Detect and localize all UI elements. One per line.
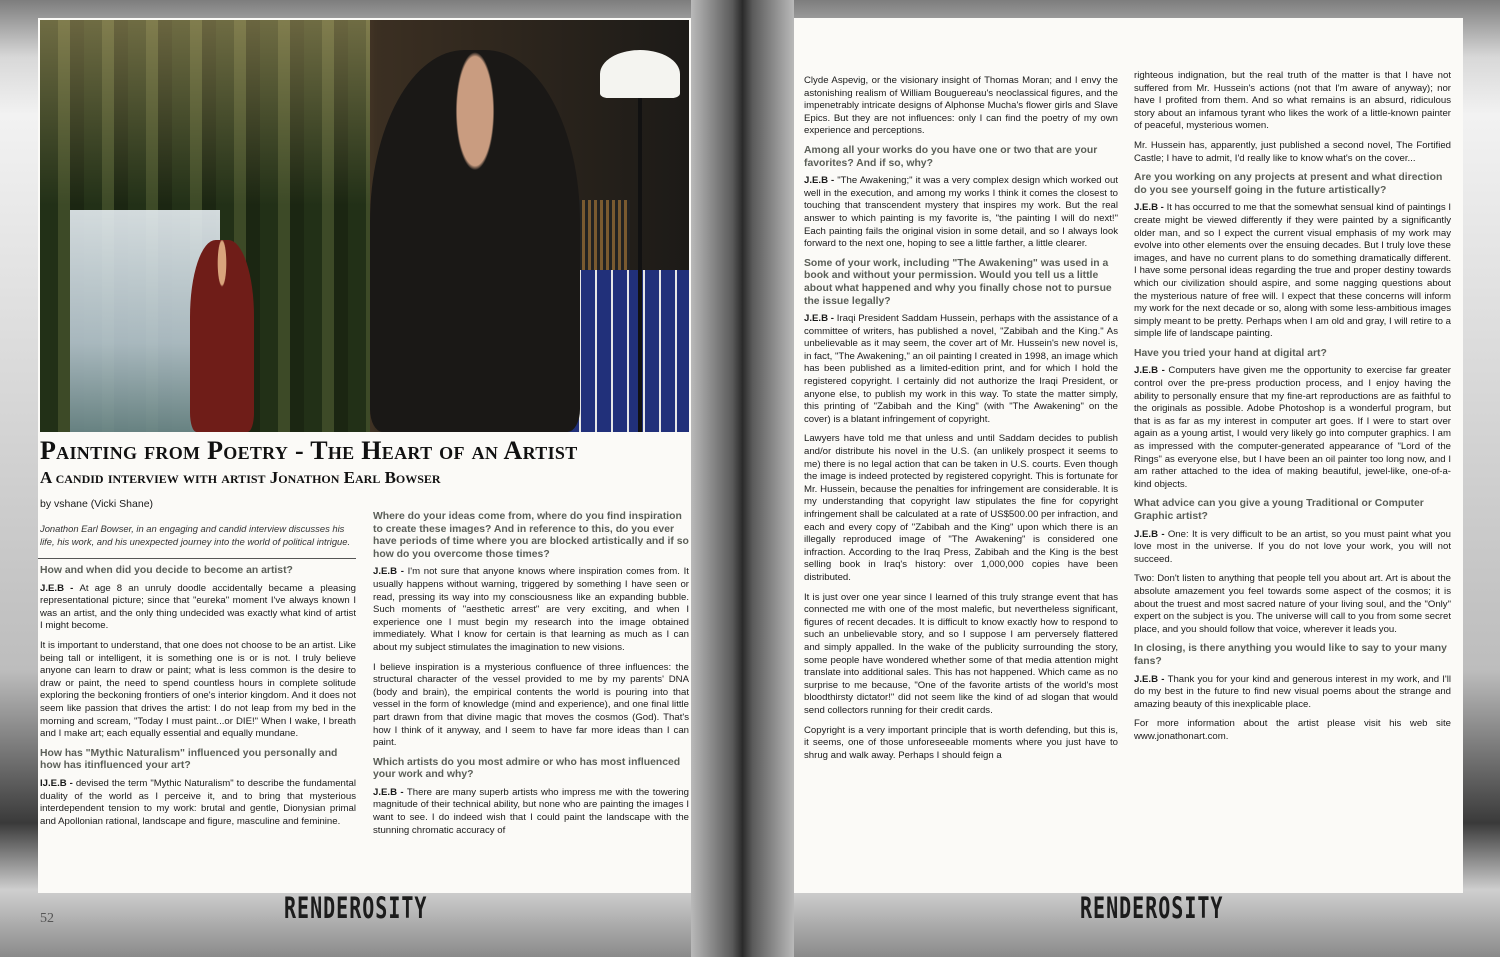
question: Have you tried your hand at digital art? [1134,347,1327,359]
answer [40,583,356,633]
answer [373,787,689,837]
paragraph: Two: Don't listen to anything that people tell you about art. Art is about the absolute amazement you feel towards some aspect of the cosmos; it is about the truest and most sacred nature of your living soul, and the "Only" expert on the subject is you. The universe will call to you from some secret place, and you should follow that voice, wherever it leads you. [1134,573,1451,635]
answer-text: One: It is very difficult to be an artist, so you must paint what you love most in the universe. If you do not love your work, you will not succeed. [1134,528,1451,565]
byline: by vshane (Vicki Shane) [40,498,154,510]
column-left-1 [40,565,356,835]
article-title: Painting from Poetry - The Heart of an Artist [40,436,578,465]
speaker-label: J.E.B - [373,566,408,578]
answer-text: Computers have given me the opportunity to exercise far greater control over the pre-press production process, and I enjoy having the ability to personally ensure that my fine-art reproductions are as faithful to the originals as possible. Adobe Photoshop is a wonderful program, but that is as far as my interest in computer art goes. If I were to start over again as a young artist, I would very likely go into computer graphics. I am as impressed with the computer-generated appearance of "Lord of the Rings" as everyone else, but I have been an oil painter too long now, and I am rather attached to the idea of making beautiful, jewel-like, one-of-a-kind objects. [1134,365,1451,490]
paragraph: It is just over one year since I learned of this truly strange event that has connected me with one of the most malefic, but nevertheless significant, figures of recent decades. It is difficult to know exactly how to respond to such an unbelievable story, and so I suppose I am perversely flattered and simply appalled. In the wake of the publicity surrounding the story, some people have wondered whether some of that media attention might translate into additional sales. This has not happened. Which came as no surprise to me because, "One of the favorite artists of the world's most bloodthirsty dictator!" did not seem like the kind of ad slogan that would send collectors running for their credit cards. [804,591,1118,716]
answer [1134,202,1451,341]
paragraph: I believe inspiration is a mysterious confluence of three influences: the structural character of the vessel provided to me by my parents' DNA (body and brain), the empirical contents the world is pouring into that vessel in the form of knowledge (mind and experience), and one final little part drawn from that divine magic that moves the cosmos (God). That's how I think of it anyway, and I seem to have far more ideas than I can paint. [373,661,689,749]
column-left-2 [373,511,689,844]
answer-text: I'm not sure that anyone knows where inspiration comes from. It usually happens without warning, triggered by something I have seen or read, pressing its way into my consciousness like an expanding bubble. Such moments of "aesthetic arrest" are very exciting, and when I experience one I must begin my research into the image obtained immediately. What I know for certain is that learning as much as I can about my subject stimulates the imagination to new visions. [373,566,689,653]
speaker-label: J.E.B - [1134,528,1168,540]
question: Among all your works do you have one or two that are your favorites? And if so, why? [804,144,1098,169]
speaker-label: J.E.B - [1134,365,1169,377]
answer [804,175,1118,251]
painting-figure [190,240,254,432]
question: How and when did you decide to become an artist? [40,565,293,576]
speaker-label: J.E.B - [1134,202,1167,214]
paragraph: It is important to understand, that one does not choose to be an artist. Like being tall or intelligent, it is something one is or is not. I truly believe anyone can learn to draw or paint; what is less common is the desire to draw or paint, the need to spend countless hours in complete solitude exploring the beckoning frontiers of one's interior kingdom. And it does not seem like passion that drives the artist: I do not leap from my bed in the morning and scream, "Today I must paint...or DIE!" When I wake, I breath and I make art; each equally essential and equally mundane. [40,639,356,740]
answer-text: "The Awakening;" it was a very complex design which worked out well in the execution, and among my works I think it comes the closest to touching that transcendent mystery that inspires my work. But the real answer to which painting is my favorite is, "the painting I will do next!" Each painting fails the original vision in some detail, and so I always look forward to the next one, hoping to see a little farther, a little clearer. [804,175,1118,250]
renderosity-logo-right: RENDEROSITY [1080,890,1224,926]
deck-rule [38,558,356,559]
question: How has "Mythic Naturalism" influenced you personally and how has itinfluenced your art? [40,747,338,772]
artist-photo [40,20,689,432]
answer [804,313,1118,426]
paragraph: Lawyers have told me that unless and until Saddam decides to publish and/or distribute his novel in the U.S. (an unlikely prospect it seems to me) there is no legal action that can be taken in U.S. courts. Even though the image is indeed protected by registered copyright. This is fortunate for Mr. Hussein, because the penalties for infringement are considerable. It is my understanding that copyright law stipulates the fine for copyright infringement shall be calculated at a rate of US$500.00 per infraction, and each and every copy of "Zabibah and the King" upon which there is an illegally reproduced image of "The Awakening" is considered one infraction. According to the Iraq Press, Zabibah and the King is the best selling book in Iraq's history: over 1,000,000 copies have been distributed. [804,433,1118,583]
answer-text: At age 8 an unruly doodle accidentally became a pleasing representational picture; since that "eureka" moment I've always known I was an artist, and the only thing undecided was exactly what kind of artist I might become. [40,582,356,632]
answer [373,566,689,654]
answer [1134,529,1451,567]
question: What advice can you give a young Traditional or Computer Graphic artist? [1134,498,1424,522]
answer-text: There are many superb artists who impress me with the towering magnitude of their technical ability, but none who are painting the images I want to see. I do indeed wish that I could paint the landscape with the stunning chromatic accuracy of [373,786,689,836]
question: Which artists do you most admire or who has most influenced your work and why? [373,756,681,781]
column-right-2 [1134,70,1451,751]
page-number: 52 [40,911,54,926]
question: Some of your work, including "The Awakening" was used in a book and without your permission. Would you tell us a little about what happened and why you finally chose not to pursue the issue legally? [804,257,1112,307]
lamp-pole [638,98,642,432]
answer-text: devised the term "Mythic Naturalism" to describe the fundamental duality of the world as I perceive it, and to bring that mysterious interdependent tension to my work: brutal and gentle, Dionysian primal and Apollonian rational, landscape and figure, masculine and feminine. [40,777,356,827]
question: Where do your ideas come from, where do you find inspiration to create these images? And in reference to this, do you ever have periods of time where you are blocked artistically and if so how do you overcome those times? [373,511,689,560]
speaker-label: J.E.B - [1134,673,1168,685]
speaker-label: J.E.B - [804,175,838,187]
paragraph: Copyright is a very important principle that is worth defending, but this is, it seems, one of those unforeseeable moments where you just have to shrug and walk away. Perhaps I should feign a [804,724,1118,761]
answer-text: Iraqi President Saddam Hussein, perhaps with the assistance of a committee of writers, has published a novel, "Zabibah and the King." As unbelievable as it may seem, the cover art of Mr. Hussein's new novel is, in fact, "The Awakening," an oil painting I created in 1998, an image which has been published as a limited-edition print, and for which I hold the registered copyright. I certainly did not authorize the Iraqi President, or anyone else, to publish my work in this way. To state the matter simply, this printing of "Zabibah and the King" (with "The Awakening" on the cover) is a blatant infringement of copyright. [804,313,1118,425]
question: In closing, is there anything you would like to say to your many fans? [1134,643,1447,667]
article-deck: Jonathon Earl Bowser, in an engaging and candid interview discusses his life, his work, and his unexpected journey into the world of political intrigue. [40,523,351,547]
article-subtitle: A candid interview with artist Jonathon Earl Bowser [40,468,441,487]
paragraph: righteous indignation, but the real truth of the matter is that I have not suffered from Mr. Hussein's actions (not that I'm aware of anyway); nor have I profited from them. And so what remains is an absurd, ridiculous story about an infamous tyrant who likes the work of a little-known painter of peaceful, mysterious women. [1134,70,1451,132]
paragraph: Mr. Hussein has, apparently, just published a second novel, The Fortified Castle; I have to admit, I'd really like to know what's on the cover... [1134,139,1451,164]
speaker-label: J.E.B - [40,582,80,594]
answer-text: Thank you for your kind and generous interest in my work, and I'll do my best in the future to find new visual poems about the strange and amazing beauty of this inexplicable place. [1134,673,1451,710]
artist-portrait [370,50,580,432]
paragraph: Clyde Aspevig, or the visionary insight of Thomas Moran; and I envy the astonishing realism of William Bouguereau's neoclassical figures, and the impenetrably intricate designs of Alphonse Mucha's flower girls and Slave Epics. But they are not influences: only I can find the poetry of my own experience and perceptions. [804,75,1118,137]
renderosity-logo-left: RENDEROSITY [284,890,428,926]
question: Are you working on any projects at present and what direction do you see yourself going in the future artistically? [1134,172,1443,196]
answer [1134,365,1451,491]
binding-gutter [691,0,794,957]
answer-text: It has occurred to me that the somewhat sensual kind of paintings I create might be viewed differently if they were painted by a significantly older man, and so I expect the current visual emphasis of my work may evolve into other elements over the ensuing decades. But I truly love these images, and have no current plans to do something dramatically different. I have some personal ideas regarding the true and proper destiny towards which our civilization should aspire, and some nagging questions about the mysterious nature of free will. I expect that these concerns will inform my work for the next decade or so, along with some less-ambitious images simply meant to be pretty. Perhaps when I am old and gray, I will retire to a simple life of landscape painting. [1134,202,1451,340]
speaker-label: J.E.B - [804,313,837,325]
answer [1134,674,1451,712]
column-right-1 [804,75,1118,769]
answer [40,778,356,828]
speaker-label: IJ.E.B - [40,777,76,789]
paragraph: For more information about the artist please visit his web site www.jonathonart.com. [1134,718,1451,742]
speaker-label: J.E.B - [373,786,407,798]
lamp-shade [600,50,680,98]
